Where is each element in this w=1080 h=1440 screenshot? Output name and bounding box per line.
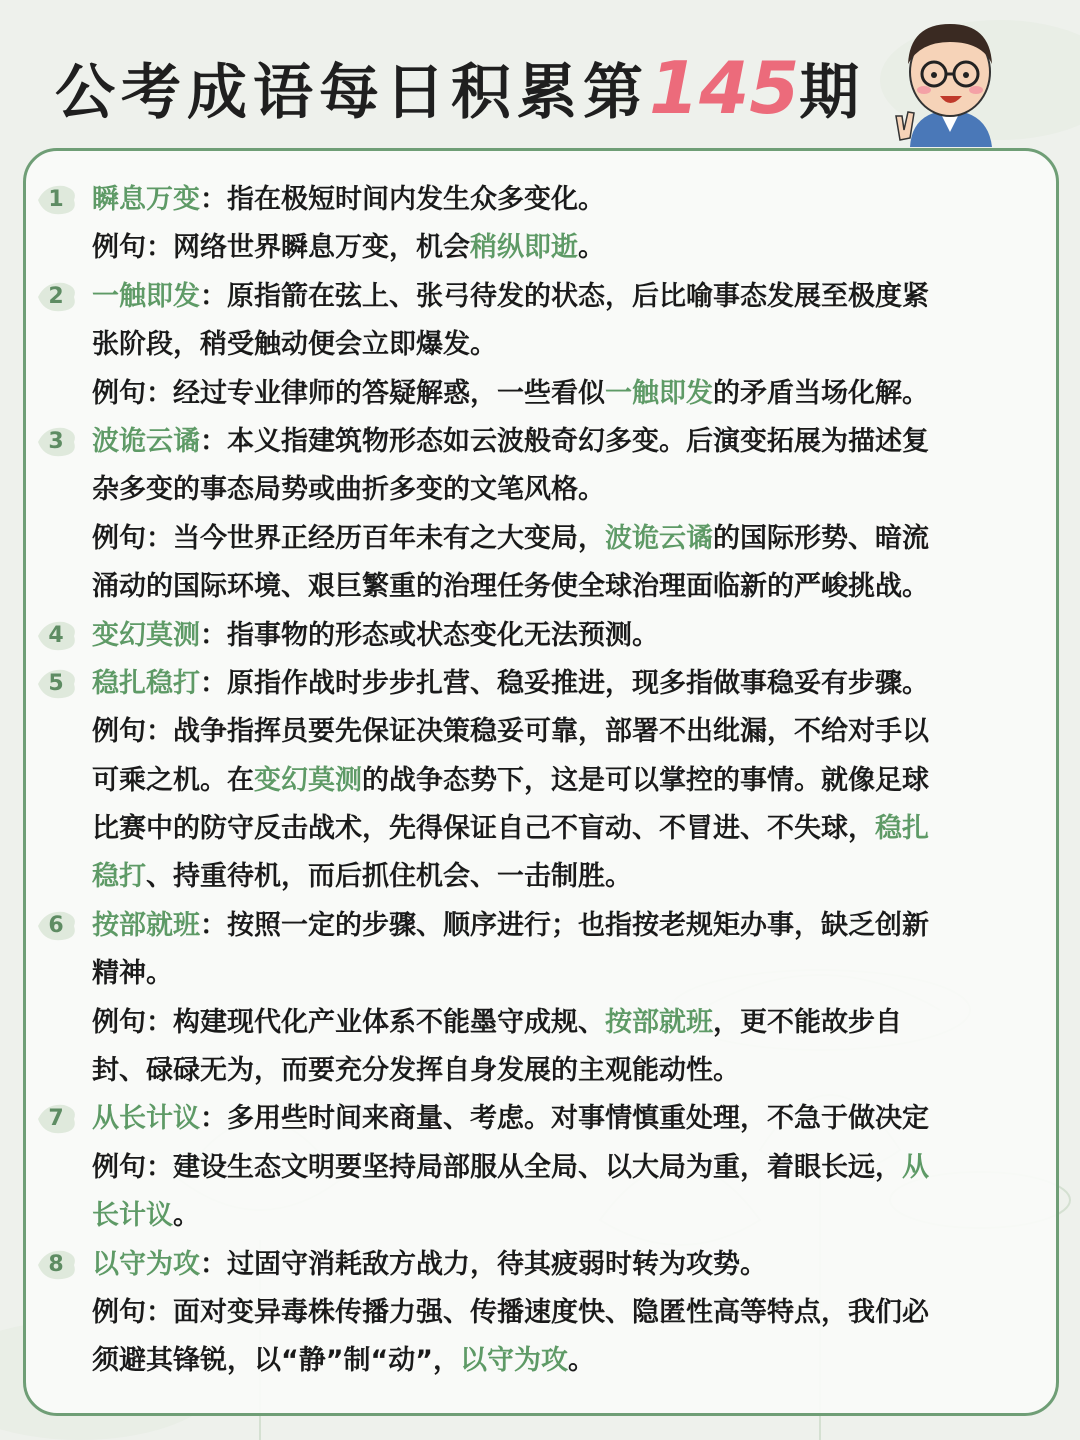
text-segment: ：原指箭在弦上、张弓待发的状态，后比喻事态发展至极度紧: [200, 280, 929, 312]
text-segment: 例句：面对变异毒株传播力强、传播速度快、隐匿性高等特点，我们必: [92, 1296, 929, 1328]
entry-line: [92, 902, 1042, 950]
entry-number-badge: [34, 182, 78, 218]
highlighted-idiom: 按部就班: [605, 1006, 713, 1038]
text-segment: 例句：经过专业律师的答疑解惑，一些看似: [92, 377, 605, 409]
entry-line: [92, 853, 1042, 901]
entry-number-badge: [34, 424, 78, 460]
entry-number-badge: [34, 618, 78, 654]
entry-line: [92, 757, 1042, 805]
idiom-entry: [48, 418, 1042, 612]
highlighted-idiom: 稳扎稳打: [92, 667, 200, 699]
entry-line: [92, 1241, 1042, 1289]
text-segment: 比赛中的防守反击战术，先得保证自己不盲动、不冒进、不失球，: [92, 813, 875, 845]
text-segment: 封、碌碌无为，而要充分发挥自身发展的主观能动性。: [92, 1055, 740, 1087]
text-segment: 例句：建设生态文明要坚持局部服从全局、以大局为重，着眼长远，: [92, 1151, 902, 1183]
entry-line: [92, 660, 1042, 708]
text-segment: 张阶段，稍受触动便会立即爆发。: [92, 329, 497, 361]
entry-line: [92, 418, 1042, 466]
entry-line: [92, 176, 1042, 224]
text-segment: ：按照一定的步骤、顺序进行；也指按老规矩办事，缺乏创新: [200, 909, 929, 941]
highlighted-idiom: 稍纵即逝: [470, 232, 578, 264]
text-segment: ：指在极短时间内发生众多变化。: [200, 184, 605, 215]
entry-number: 7: [48, 1106, 64, 1132]
entry-number-badge: [34, 908, 78, 944]
highlighted-idiom: 波诡云谲: [92, 425, 200, 457]
entry-number: 4: [48, 622, 64, 648]
highlighted-idiom: 以守为攻: [92, 1248, 200, 1280]
issue-number: 145: [649, 46, 800, 130]
highlighted-idiom: 以守为攻: [459, 1345, 568, 1377]
text-segment: 须避其锋锐，以“静”制“动”，: [92, 1345, 460, 1377]
text-segment: 的矛盾当场化解。: [713, 377, 929, 409]
page-title: [55, 48, 865, 133]
entry-line: [92, 1047, 1042, 1095]
title-prefix: 公考成语每日积累第: [55, 58, 649, 128]
entry-line: [92, 1192, 1042, 1240]
entry-line: [92, 466, 1042, 514]
highlighted-idiom: 变幻莫测: [254, 764, 362, 796]
entry-number: 5: [48, 670, 64, 696]
entry-line: [92, 1144, 1042, 1192]
entry-line: [92, 224, 1042, 272]
entry-line: [92, 1289, 1042, 1337]
highlighted-idiom: 稳扎: [875, 813, 929, 845]
text-segment: ：原指作战时步步扎营、稳妥推进，现多指做事稳妥有步骤。: [200, 667, 929, 699]
text-segment: 杂多变的事态局势或曲折多变的文笔风格。: [92, 474, 605, 506]
entry-number: 2: [48, 283, 64, 309]
cartoon-teacher-avatar-icon: [890, 12, 1010, 147]
entry-line: [92, 708, 1042, 756]
entry-number-badge: [34, 279, 78, 315]
text-segment: ，更不能故步自: [713, 1006, 902, 1038]
text-segment: 。: [578, 232, 605, 264]
text-segment: ：本义指建筑物形态如云波般奇幻多变。后演变拓展为描述复: [200, 425, 929, 457]
highlighted-idiom: 一触即发: [92, 280, 200, 312]
highlighted-idiom: 变幻莫测: [92, 619, 200, 651]
highlighted-idiom: 按部就班: [92, 909, 200, 941]
text-segment: ：多用些时间来商量、考虑。对事情慎重处理，不急于做决定: [200, 1103, 929, 1135]
entry-line: [92, 515, 1042, 563]
entry-line: [92, 563, 1042, 611]
entry-line: [92, 273, 1042, 321]
entry-line: [92, 950, 1042, 998]
entry-line: [92, 805, 1042, 853]
entry-line: [92, 999, 1042, 1047]
entry-number-badge: [34, 666, 78, 702]
text-segment: 例句：当今世界正经历百年未有之大变局，: [92, 522, 605, 554]
entry-line: [92, 1095, 1042, 1143]
entry-number: 1: [48, 187, 64, 212]
entry-number-badge: [34, 1247, 78, 1283]
highlighted-idiom: 一触即发: [605, 377, 713, 409]
highlighted-idiom: 瞬息万变: [92, 184, 200, 215]
text-segment: 例句：构建现代化产业体系不能墨守成规、: [92, 1006, 605, 1038]
text-segment: 的国际形势、暗流: [713, 522, 929, 554]
text-segment: ：过固守消耗敌方战力，待其疲弱时转为攻势。: [200, 1248, 767, 1280]
text-segment: 例句：战争指挥员要先保证决策稳妥可靠，部署不出纰漏，不给对手以: [92, 716, 929, 748]
text-segment: 例句：网络世界瞬息万变，机会: [92, 232, 470, 264]
title-suffix: 期: [799, 58, 866, 128]
text-segment: 可乘之机。在: [92, 764, 254, 796]
entry-number: 3: [48, 428, 64, 454]
highlighted-idiom: 波诡云谲: [605, 522, 713, 554]
text-segment: 、持重待机，而后抓住机会、一击制胜。: [146, 861, 632, 893]
text-segment: 。: [567, 1345, 595, 1377]
text-segment: ：指事物的形态或状态变化无法预测。: [200, 619, 659, 651]
entry-line: [92, 370, 1042, 418]
idiom-entry: [48, 612, 1042, 660]
idiom-entry: [48, 1095, 1042, 1240]
idiom-entry: [48, 660, 1042, 902]
entry-number: 6: [48, 912, 64, 938]
text-segment: 精神。: [92, 958, 173, 990]
text-segment: 。: [173, 1200, 200, 1232]
idiom-entry: [48, 902, 1042, 1096]
highlighted-idiom: 从长计议: [92, 1103, 200, 1135]
idiom-entry: [48, 1241, 1042, 1386]
text-segment: 涌动的国际环境、艰巨繁重的治理任务使全球治理面临新的严峻挑战。: [92, 571, 929, 603]
entry-number: 8: [48, 1251, 64, 1277]
entry-number-badge: [34, 1101, 78, 1137]
highlighted-idiom: 长计议: [92, 1200, 173, 1232]
idiom-entry: [48, 273, 1042, 418]
header: [0, 0, 1080, 150]
entry-line: [92, 321, 1042, 369]
entry-line: [92, 612, 1042, 660]
text-segment: 的战争态势下，这是可以掌控的事情。就像足球: [362, 764, 929, 796]
idiom-list: [48, 176, 1042, 1386]
highlighted-idiom: 稳打: [92, 861, 146, 893]
entry-line: [92, 1337, 1042, 1385]
idiom-entry: [48, 176, 1042, 273]
highlighted-idiom: 从: [902, 1151, 929, 1183]
